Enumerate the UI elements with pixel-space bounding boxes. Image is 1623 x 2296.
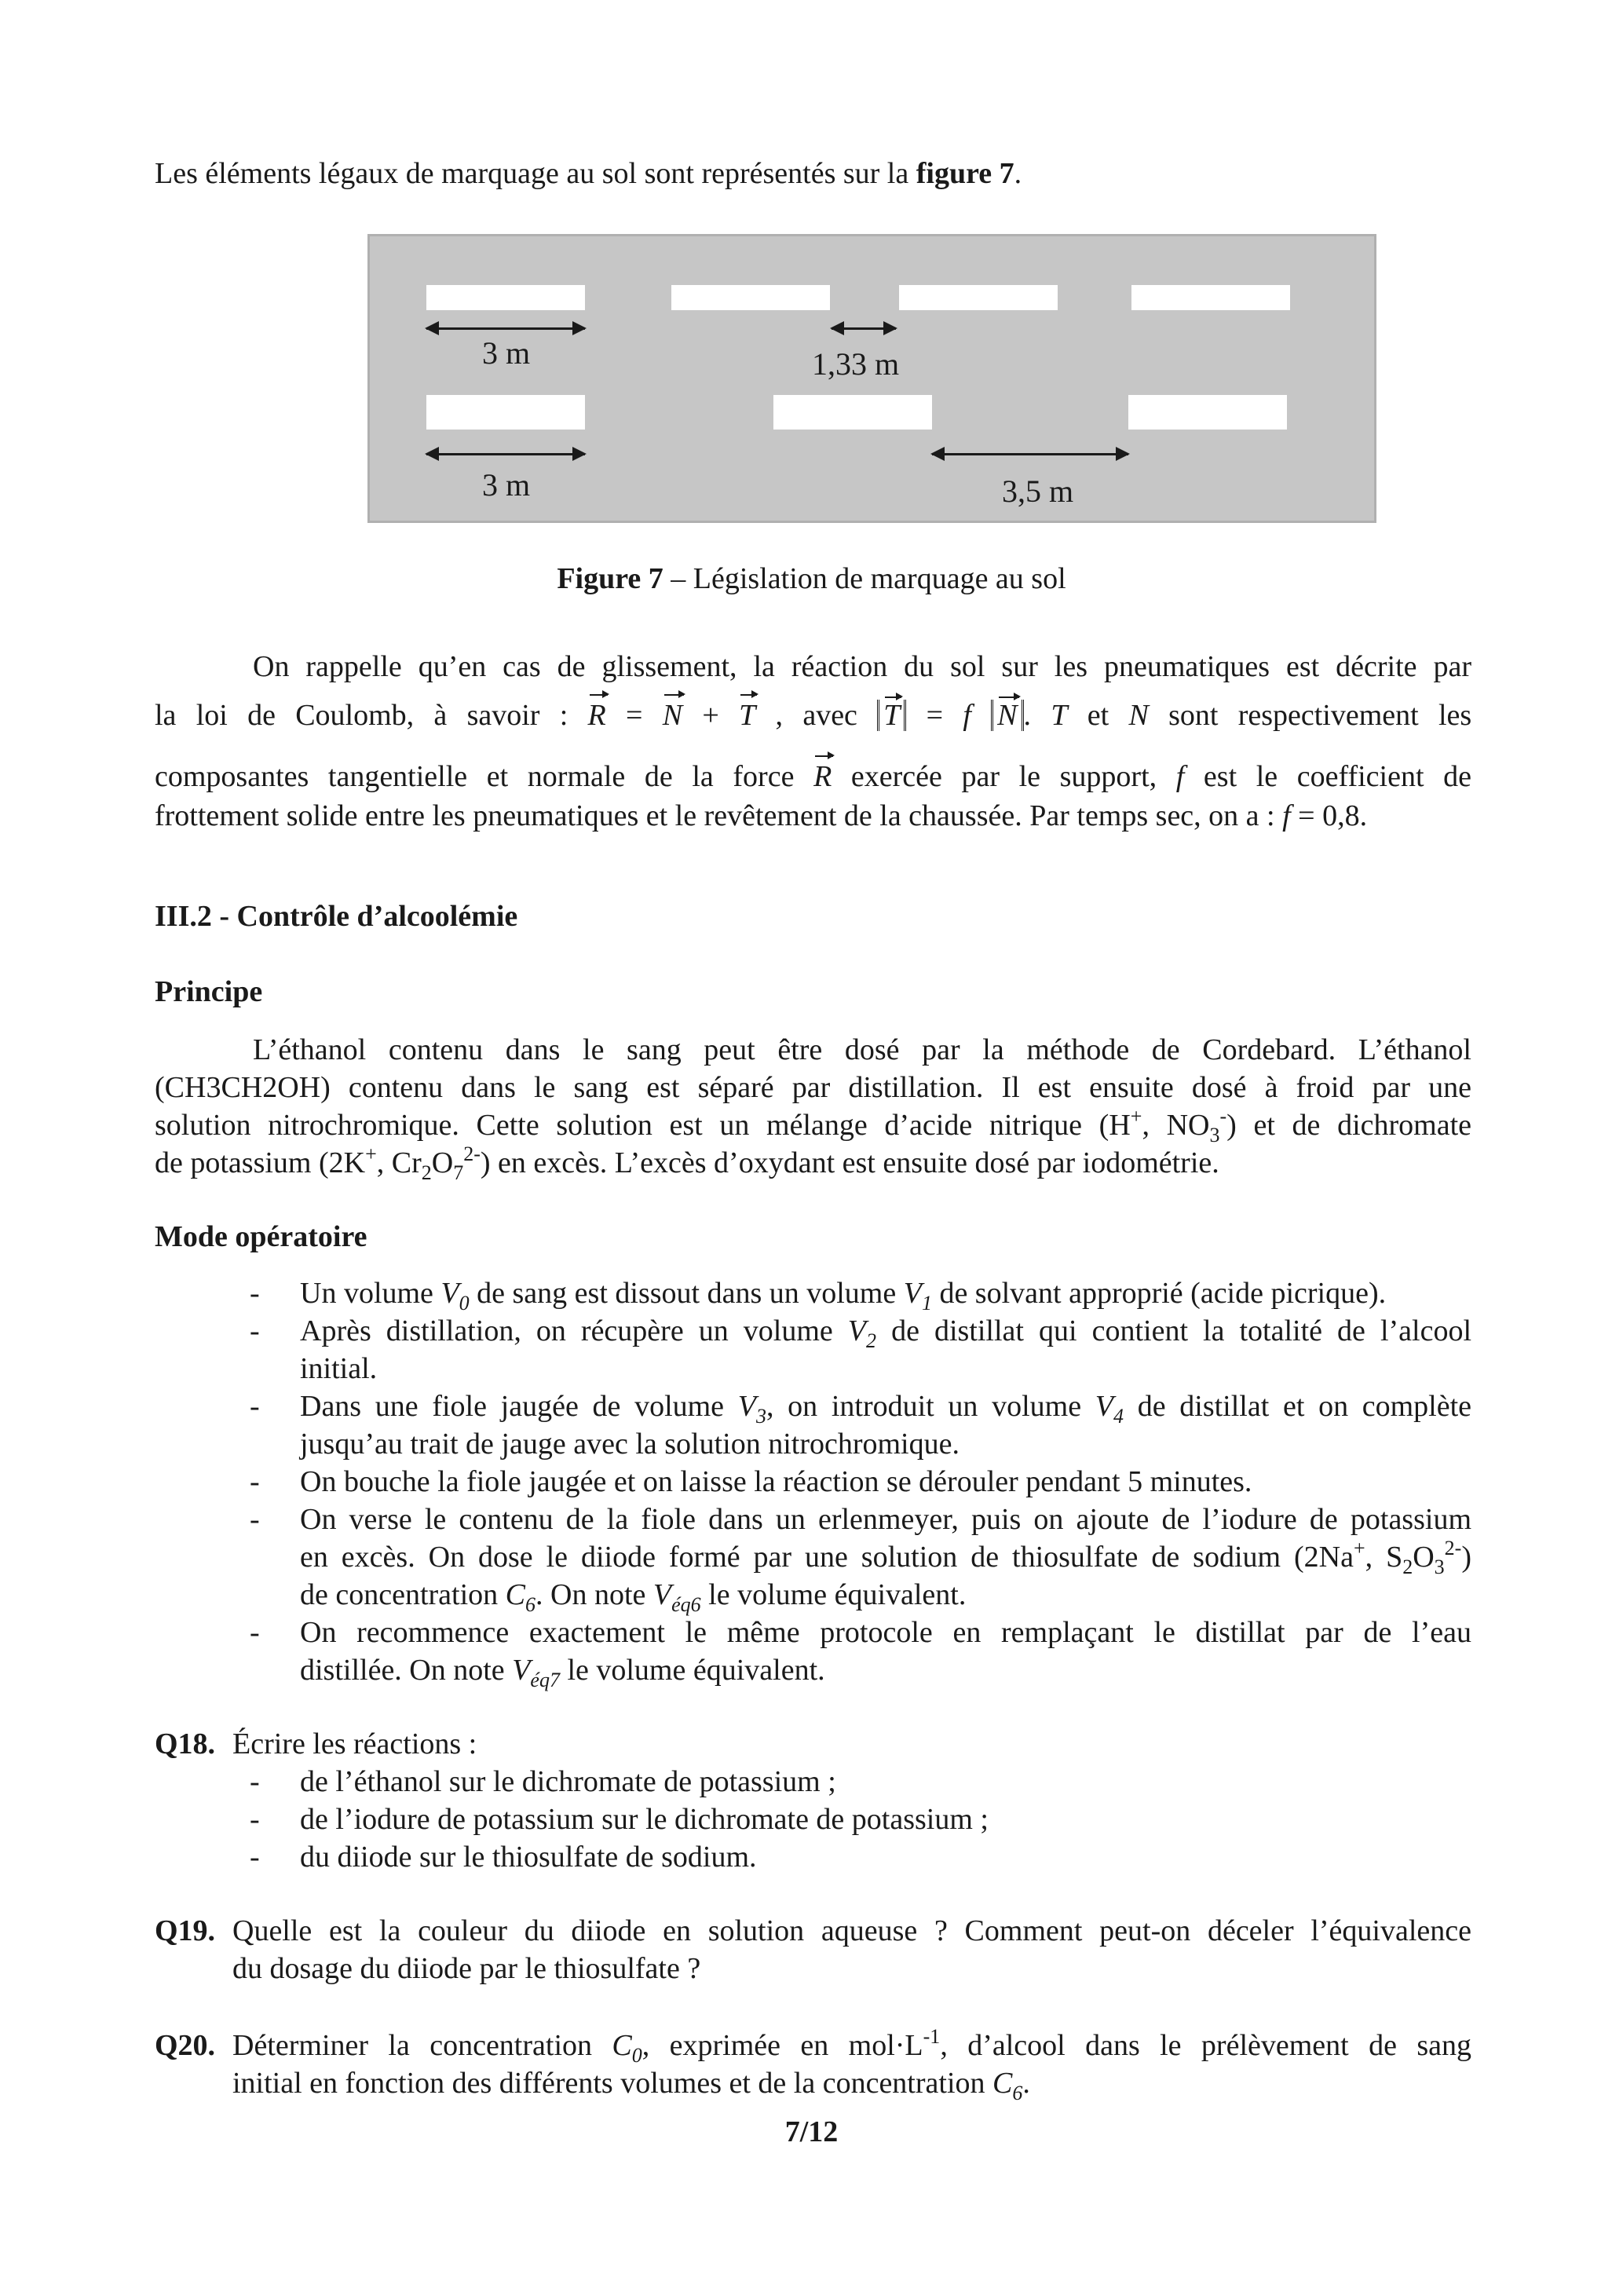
section-title: III.2 - Contrôle d’alcoolémie [155,900,518,933]
principe-text-2: (CH3CH2OH) contenu dans le sang est séparé par distillation. Il est ensuite dosé à froid par une [155,1071,1471,1104]
symbol-C: C [612,2029,632,2062]
subscript: éq6 [671,1593,701,1616]
caption-label: Figure 7 [557,562,663,595]
mode-text-5f: de concentration [300,1578,506,1611]
mode-text-5h: le volume équivalent. [700,1578,967,1611]
marking-dash [1128,395,1287,430]
label-3m-top: 3 m [482,335,531,371]
mode-item-5-cont [300,1537,1471,1578]
mode-text-3b: , on introduit un volume [766,1390,1082,1423]
mode-item-3-cont: jusqu’au trait de jauge avec la solution nitrochromique. [300,1428,960,1461]
symbol-V: V [737,1390,756,1423]
marking-dash [426,285,585,310]
q18-item: de l’iodure de potassium sur le dichromate de potassium ; [300,1803,989,1836]
q19-line-2: du dosage du diiode par le thiosulfate ? [232,1952,701,1985]
principe-text-3b: , NO [1142,1109,1210,1142]
page-number: 7/12 [784,2115,839,2148]
mode-item-6-cont [300,1652,825,1691]
coulomb-text-4b: = 0,8. [1298,799,1368,832]
list-dash: - [250,1465,260,1498]
principe-text-4c: O [431,1146,454,1179]
symbol-T: T [1051,699,1068,732]
intro-end: . [1014,157,1022,190]
symbol-V: V [652,1578,672,1611]
subscript: 2 [866,1329,877,1352]
q19-label: Q19. [155,1914,216,1947]
mode-text-2b: de distillat qui contient la totalité de l’alcool [891,1314,1472,1347]
figure-7-road-markings [367,234,1376,523]
superscript: -1 [923,2025,941,2048]
mode-title: Mode opératoire [155,1220,367,1253]
symbol-V: V [440,1277,459,1310]
mode-text-5a: On verse le contenu de la fiole dans un erlenmeyer, puis on ajoute de l’iodure de potassium [300,1503,1471,1536]
symbol-V: V [903,1277,922,1310]
mode-item-3 [300,1388,1472,1428]
q20-line-2 [232,2065,1030,2104]
mode-item-4: On bouche la fiole jaugée et on laisse la réaction se dérouler pendant 5 minutes. [300,1465,1252,1498]
coulomb-line-1 [253,649,1471,685]
norm-T [877,700,906,731]
list-dash: - [250,1314,260,1347]
subscript: 0 [459,1292,470,1314]
dimension-arrow-3m-top [426,327,585,330]
mode-text-2a: Après distillation, on récupère un volume [300,1314,833,1347]
superscript: 2- [463,1143,481,1165]
caption-text: – Législation de marquage au sol [663,562,1066,595]
vector-R: R [587,699,606,732]
subscript: 2 [421,1161,432,1184]
dimension-arrow-3m-bottom [426,453,585,455]
list-dash: - [250,1616,260,1649]
superscript: 2- [1444,1537,1462,1559]
principe-line-1 [253,1032,1471,1068]
principe-text-4d: ) en excès. L’excès d’oxydant est ensuite dosé par iodométrie. [480,1146,1219,1179]
mode-text-6a: On recommence exactement le même protocole en remplaçant le distillat par de l’eau [300,1616,1471,1649]
dimension-arrow-1-33m [832,327,896,330]
vector-T-norm: T [883,699,901,732]
vector-N-norm: N [997,699,1018,732]
marking-dash [899,285,1058,310]
coulomb-text-3b: exercée par le support, [850,760,1157,793]
mode-item-6 [300,1614,1471,1651]
mode-text-3c: de distillat et on complète [1137,1390,1472,1423]
subscript: 3 [1434,1556,1445,1578]
subscript: 3 [1209,1124,1220,1146]
plus-sign: + [702,699,719,732]
mode-item-2 [300,1313,1472,1352]
norm-equation: T = f N . [877,699,1031,732]
intro-line [155,155,1022,192]
subscript: 0 [631,2044,642,2067]
label-3m-bottom: 3 m [482,467,531,503]
principe-text-3a: solution nitrochromique. Cette solution est un mélange d’acide nitrique (H [155,1109,1131,1142]
mode-item-5 [300,1501,1471,1537]
coulomb-line-2 [155,697,1471,733]
q19-text-1: Quelle est la couleur du diiode en solution aqueuse ? Comment peut-on déceler l’équivalence [232,1914,1471,1947]
equals-sign: = [626,699,643,732]
symbol-N: N [1128,699,1149,732]
subscript: 3 [755,1405,766,1428]
mode-text-1a: Un volume [300,1277,441,1310]
subscript: éq7 [530,1669,560,1691]
superscript: + [1353,1537,1365,1559]
subscript: 2 [1402,1556,1413,1578]
coef-f-value: f [1282,799,1291,832]
label-1-33m: 1,33 m [812,346,900,382]
vector-T: T [739,699,756,732]
symbol-V: V [512,1654,531,1687]
coulomb-equation: R = N + T , [587,699,784,732]
coulomb-text-4a: frottement solide entre les pneumatiques et le revêtement de la chaussée. Par temps sec, on a : [155,799,1275,832]
norm-N [991,700,1023,731]
principe-title: Principe [155,975,263,1008]
mode-item-2-cont: initial. [300,1352,378,1385]
q18-label: Q18. [155,1727,216,1760]
principe-line-2 [155,1069,1471,1106]
mode-item-5-cont2 [300,1577,967,1616]
subscript: 6 [1012,2082,1023,2104]
list-dash: - [250,1277,260,1310]
marking-dash [773,395,932,430]
vector-R-inline: R [813,760,832,793]
subscript: 6 [525,1593,536,1616]
mode-text-5c: , S [1365,1541,1403,1574]
list-dash: - [250,1841,260,1874]
q20-line-1 [232,2025,1472,2067]
q20-text-1b: , exprimée en mol·L [642,2029,923,2062]
marking-dash [671,285,830,310]
coulomb-text-2b: sont respectivement les [1168,699,1472,732]
mode-text-5b: en excès. On dose le diiode formé par une solution de thiosulfate de sodium (2Na [300,1541,1354,1574]
q20-text-2a: initial en fonction des différents volumes et de la concentration [232,2067,985,2100]
dimension-arrow-3-5m [932,453,1128,455]
q19-line-1 [232,1913,1471,1949]
word-et: et [1087,699,1109,732]
list-dash: - [250,1765,260,1798]
q20-text-1a: Déterminer la concentration [232,2029,593,2062]
q20-text-2b: . [1022,2067,1030,2100]
principe-text-1: L’éthanol contenu dans le sang peut être dosé par la méthode de Cordebard. L’éthanol [253,1033,1471,1066]
subscript: 1 [921,1292,932,1314]
list-dash: - [250,1390,260,1423]
principe-line-4 [155,1143,1219,1184]
principe-text-3 [155,1105,1471,1146]
symbol-C: C [992,2067,1013,2100]
marking-dash [426,395,585,430]
word-avec: avec [802,699,857,732]
mode-text-5e: ) [1461,1541,1471,1574]
symbol-C: C [505,1578,526,1611]
coulomb-line-4 [155,798,1367,834]
intro-figure-ref: figure 7 [916,157,1014,190]
symbol-V: V [1095,1390,1114,1423]
marking-dash [1131,285,1290,310]
coulomb-line-3 [155,759,1471,795]
label-3-5m: 3,5 m [1002,473,1074,509]
coulomb-text-3c: est le coefficient de [1203,760,1472,793]
superscript: + [1130,1105,1142,1128]
coef-f: f [963,699,971,732]
mode-text-5d: O [1413,1541,1435,1574]
principe-text-4b: , Cr [376,1146,422,1179]
coef-f-inline: f [1175,760,1185,793]
superscript: - [1219,1105,1227,1128]
subscript: 7 [453,1161,464,1184]
coulomb-text-2a: la loi de Coulomb, à savoir : [155,699,568,732]
mode-text-1c: de solvant approprié (acide picrique). [931,1277,1387,1310]
coulomb-text-1: On rappelle qu’en cas de glissement, la réaction du sol sur les pneumatiques est décrite par [253,650,1471,683]
q18-item: du diiode sur le thiosulfate de sodium. [300,1841,757,1874]
list-dash: - [250,1803,260,1836]
figure-caption [0,561,1623,597]
mode-text-1b: de sang est dissout dans un volume [469,1277,904,1310]
q18-item: de l’éthanol sur le dichromate de potassium ; [300,1765,836,1798]
q18-text: Écrire les réactions : [232,1727,477,1760]
principe-text-3c: ) et de dichromate [1226,1109,1471,1142]
mode-text-6b: distillée. On note [300,1654,513,1687]
mode-item-1 [300,1275,1387,1314]
list-dash: - [250,1503,260,1536]
intro-text: Les éléments légaux de marquage au sol sont représentés sur la [155,157,916,190]
coulomb-text-3a: composantes tangentielle et normale de la force [155,760,795,793]
subscript: 4 [1113,1405,1124,1428]
q20-text-1-group [612,2025,1472,2067]
superscript: + [365,1143,377,1165]
principe-text-4a: de potassium (2K [155,1146,366,1179]
principe-line-3 [155,1105,1471,1146]
q20-label: Q20. [155,2029,216,2062]
mode-text-3a: Dans une fiole jaugée de volume [300,1390,725,1423]
mode-text-5b-group [300,1537,1471,1578]
mode-text-5g: . On note [536,1578,653,1611]
mode-text-6c: le volume équivalent. [559,1654,825,1687]
vector-N: N [662,699,683,732]
q20-text-1c: , d’alcool dans le prélèvement de sang [940,2029,1472,2062]
symbol-V: V [847,1314,867,1347]
